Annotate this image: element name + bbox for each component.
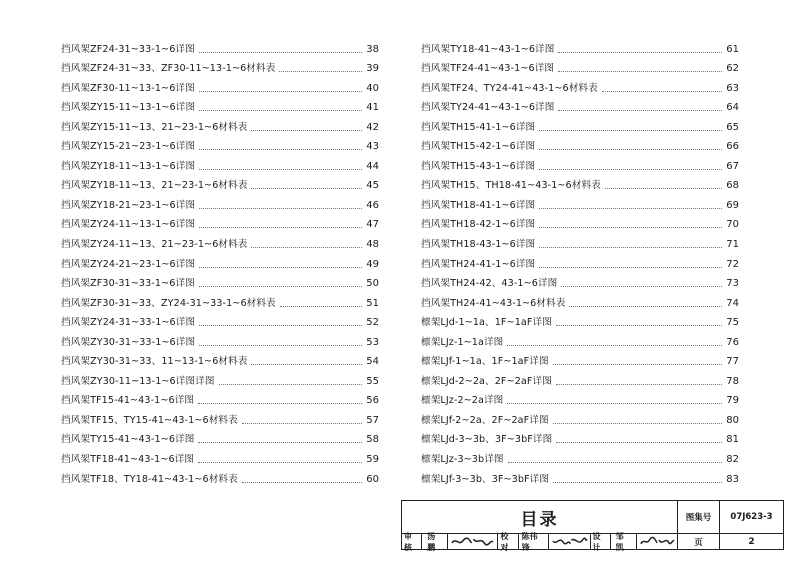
toc-entry-page: 43 — [366, 141, 379, 153]
toc-entry — [61, 134, 379, 154]
toc-entry — [421, 290, 739, 310]
toc-entry-title: 挡风架ZY30-31~33、11~13-1~6材料表 — [61, 356, 248, 368]
toc-entry-title: 挡风架TF15、TY15-41~43-1~6材料表 — [61, 414, 238, 426]
toc-entry — [421, 192, 739, 212]
toc-entry-title: 挡风架ZF24-31~33、ZF30-11~13-1~6材料表 — [61, 63, 276, 75]
toc-entry — [61, 114, 379, 134]
toc-entry — [61, 75, 379, 95]
toc-entry-page: 50 — [366, 278, 379, 290]
toc-entry — [421, 114, 739, 134]
toc-entry-title: 挡风架ZF24-31~33-1~6详图 — [61, 43, 195, 55]
toc-entry-page: 62 — [726, 63, 739, 75]
dot-leader — [199, 110, 362, 111]
toc-entry — [421, 134, 739, 154]
toc-entry — [61, 95, 379, 115]
toc-entry-page: 82 — [726, 454, 739, 466]
toc-entry — [61, 446, 379, 466]
toc-entry-page: 38 — [366, 43, 379, 55]
dot-leader — [199, 52, 362, 53]
toc-entry-title: 檩架LJz-1~1a详图 — [421, 336, 504, 348]
toc-entry-title: 挡风架TF24-41~43-1~6详图 — [421, 63, 555, 75]
toc-entry-title: 挡风架ZY18-21~23-1~6详图 — [61, 199, 196, 211]
toc-entry-title: 檩架LJz-2~2a详图 — [421, 395, 504, 407]
toc-entry-page: 46 — [366, 199, 379, 211]
toc-entry — [61, 251, 379, 271]
toc-entry — [421, 349, 739, 369]
toc-entry — [421, 368, 739, 388]
dot-leader — [242, 482, 362, 483]
toc-entry — [61, 56, 379, 76]
toc-entry — [421, 95, 739, 115]
toc-entry-page: 60 — [366, 473, 379, 485]
toc-entry-page: 77 — [726, 356, 739, 368]
dot-leader — [251, 364, 362, 365]
toc-entry-page: 65 — [726, 121, 739, 133]
toc-entry — [421, 212, 739, 232]
dot-leader — [507, 403, 722, 404]
toc-entry-title: 挡风架TH15-42-1~6详图 — [421, 141, 536, 153]
dot-leader — [569, 306, 722, 307]
toc-entry — [421, 251, 739, 271]
toc-entry-page: 68 — [726, 180, 739, 192]
atlas-number-label: 图集号 — [678, 501, 720, 534]
dot-leader — [280, 306, 363, 307]
toc-entry-page: 81 — [726, 434, 739, 446]
toc-entry-page: 63 — [726, 82, 739, 94]
signature-row — [402, 531, 678, 552]
toc-entry-title: 挡风架ZY24-11~13、21~23-1~6材料表 — [61, 239, 248, 251]
page-number: 2 — [748, 536, 755, 547]
toc-entry-title: 挡风架ZY30-31~33-1~6详图 — [61, 336, 196, 348]
toc-entry-page: 75 — [726, 317, 739, 329]
toc-entry-page: 56 — [366, 395, 379, 407]
dot-leader — [553, 364, 723, 365]
toc-entry — [61, 349, 379, 369]
toc-entry-page: 71 — [726, 239, 739, 251]
check-name: 陈伟锋 — [519, 534, 549, 549]
toc-entry-page: 55 — [366, 375, 379, 387]
review-signature — [448, 534, 498, 549]
toc-entry-page: 47 — [366, 219, 379, 231]
toc-entry-page: 78 — [726, 375, 739, 387]
toc-entry — [61, 192, 379, 212]
toc-entry-title: 挡风架TF15-41~43-1~6详图 — [61, 395, 195, 407]
atlas-number: 07J623-3 — [720, 501, 783, 534]
toc-entry — [61, 466, 379, 486]
toc-entry — [61, 368, 379, 388]
dot-leader — [198, 403, 362, 404]
toc-entry-title: 挡风架ZY24-11~13-1~6详图 — [61, 219, 196, 231]
dot-leader — [251, 247, 362, 248]
toc-entry-page: 70 — [726, 219, 739, 231]
toc-entry — [421, 446, 739, 466]
toc-entry-title: 挡风架ZY15-21~23-1~6详图 — [61, 141, 196, 153]
toc-entry-page: 57 — [366, 414, 379, 426]
dot-leader — [508, 462, 723, 463]
toc-left-column — [61, 36, 379, 486]
dot-leader — [199, 227, 362, 228]
check-label: 校对 — [498, 534, 518, 549]
toc-entry-page: 42 — [366, 121, 379, 133]
dot-leader — [242, 423, 362, 424]
toc-entry-title: 挡风架ZY24-31~33-1~6详图 — [61, 317, 196, 329]
toc-entry-page: 66 — [726, 141, 739, 153]
toc-entry-page: 44 — [366, 160, 379, 172]
toc-entry-title: 檩架LJf-1~1a、1F~1aF详图 — [421, 356, 549, 368]
toc-entry-page: 79 — [726, 395, 739, 407]
toc-entry-title: 檩架LJf-2~2a、2F~2aF详图 — [421, 414, 549, 426]
toc-entry-title: 挡风架ZY18-11~13-1~6详图 — [61, 160, 196, 172]
toc-entry-title: 挡风架TH18-41-1~6详图 — [421, 199, 536, 211]
toc-entry-page: 58 — [366, 434, 379, 446]
toc-entry-title: 挡风架TF24、TY24-41~43-1~6材料表 — [421, 82, 598, 94]
toc-entry-page: 72 — [726, 258, 739, 270]
toc-entry-page: 76 — [726, 336, 739, 348]
check-signature — [549, 534, 591, 549]
toc-right-column — [421, 36, 739, 486]
toc-entry — [421, 271, 739, 291]
dot-leader — [199, 149, 362, 150]
toc-entry-page: 80 — [726, 414, 739, 426]
toc-entry-page: 61 — [726, 43, 739, 55]
design-signature — [637, 534, 677, 549]
dot-leader — [558, 110, 722, 111]
toc-entry — [421, 427, 739, 447]
toc-entry — [61, 212, 379, 232]
dot-leader — [199, 267, 362, 268]
dot-leader — [199, 169, 362, 170]
toc-entry — [61, 388, 379, 408]
toc-entry-title: 檩架LJd-1~1a、1F~1aF详图 — [421, 317, 552, 329]
dot-leader — [539, 267, 722, 268]
dot-leader — [558, 71, 722, 72]
page-label: 页 — [678, 534, 720, 549]
dot-leader — [561, 286, 722, 287]
toc-entry-title: 檩架LJz-3~3b详图 — [421, 454, 504, 466]
toc-entry-title: 挡风架TH24-41~43-1~6材料表 — [421, 297, 566, 309]
toc-entry — [421, 388, 739, 408]
toc-entry-title: 檩架LJd-2~2a、2F~2aF详图 — [421, 375, 552, 387]
dot-leader — [279, 71, 362, 72]
toc-entry — [421, 75, 739, 95]
toc-entry-title: 挡风架TH15-43-1~6详图 — [421, 160, 536, 172]
dot-leader — [219, 384, 363, 385]
toc-entry — [61, 290, 379, 310]
toc-entry-title: 挡风架TH18-42-1~6详图 — [421, 219, 536, 231]
toc-entry-page: 53 — [366, 336, 379, 348]
toc-entry-title: 挡风架ZY24-21~23-1~6详图 — [61, 258, 196, 270]
toc-entry — [421, 329, 739, 349]
dot-leader — [199, 91, 362, 92]
toc-entry-title: 挡风架TH24-42、43-1~6详图 — [421, 278, 558, 290]
dot-leader — [539, 149, 722, 150]
dot-leader — [251, 130, 362, 131]
toc-entry-title: 挡风架TY24-41~43-1~6详图 — [421, 102, 555, 114]
toc-entry-title: 挡风架ZY18-11~13、21~23-1~6材料表 — [61, 180, 248, 192]
dot-leader — [199, 325, 362, 326]
toc-entry-page: 49 — [366, 258, 379, 270]
toc-entry — [61, 36, 379, 56]
toc-entry-title: 挡风架TY15-41~43-1~6详图 — [61, 434, 195, 446]
toc-entry-page: 52 — [366, 317, 379, 329]
toc-entry — [421, 310, 739, 330]
toc-entry-page: 39 — [366, 63, 379, 75]
toc-entry — [61, 310, 379, 330]
toc-entry-title: 挡风架TY18-41~43-1~6详图 — [421, 43, 555, 55]
toc-entry-title: 挡风架TH24-41-1~6详图 — [421, 258, 536, 270]
toc-entry-page: 64 — [726, 102, 739, 114]
toc-entry-page: 54 — [366, 356, 379, 368]
toc-entry-page: 45 — [366, 180, 379, 192]
toc-entry-page: 41 — [366, 102, 379, 114]
dot-leader — [556, 384, 722, 385]
design-label: 设计 — [591, 534, 611, 549]
toc-entry — [421, 407, 739, 427]
toc-entry-title: 檩架LJf-3~3b、3F~3bF详图 — [421, 473, 550, 485]
toc-entry-page: 69 — [726, 199, 739, 211]
toc-entry-page: 73 — [726, 278, 739, 290]
toc-entry-title: 挡风架ZY15-11~13-1~6详图 — [61, 102, 196, 114]
dot-leader — [539, 227, 722, 228]
toc-entry-title: 挡风架ZF30-31~33、ZY24-31~33-1~6材料表 — [61, 297, 276, 309]
toc-entry-title: 挡风架TH15、TH18-41~43-1~6材料表 — [421, 180, 601, 192]
toc-entry — [61, 231, 379, 251]
dot-leader — [556, 325, 722, 326]
toc-entry — [421, 466, 739, 486]
dot-leader — [602, 91, 722, 92]
dot-leader — [539, 169, 722, 170]
drawing-title: 目录 — [402, 501, 678, 534]
dot-leader — [539, 208, 722, 209]
toc-entry — [61, 153, 379, 173]
toc-entry — [61, 173, 379, 193]
toc-entry-title: 挡风架ZY30-11~13-1~6详图详图 — [61, 375, 215, 387]
toc-entry — [421, 231, 739, 251]
toc-entry — [61, 407, 379, 427]
dot-leader — [199, 345, 362, 346]
toc-entry — [421, 56, 739, 76]
design-name: 邹凯 — [611, 534, 637, 549]
toc-entry-page: 51 — [366, 297, 379, 309]
dot-leader — [199, 286, 362, 287]
dot-leader — [198, 462, 362, 463]
dot-leader — [539, 247, 722, 248]
toc-entry-title: 挡风架ZF30-11~13-1~6详图 — [61, 82, 195, 94]
toc-entry — [421, 173, 739, 193]
review-name: 汤鹏 — [422, 534, 448, 549]
toc-entry — [61, 329, 379, 349]
toc-entry-title: 挡风架ZF30-31~33-1~6详图 — [61, 278, 195, 290]
dot-leader — [605, 188, 722, 189]
dot-leader — [558, 52, 722, 53]
toc-entry-title: 檩架LJd-3~3b、3F~3bF详图 — [421, 434, 553, 446]
toc-entry-page: 67 — [726, 160, 739, 172]
dot-leader — [251, 188, 362, 189]
dot-leader — [553, 482, 722, 483]
review-label: 审核 — [402, 534, 422, 549]
dot-leader — [507, 345, 722, 346]
toc-entry-page: 40 — [366, 82, 379, 94]
toc-entry-title: 挡风架TF18、TY18-41~43-1~6材料表 — [61, 473, 238, 485]
toc-entry-title: 挡风架ZY15-11~13、21~23-1~6材料表 — [61, 121, 248, 133]
dot-leader — [553, 423, 723, 424]
toc-entry-title: 挡风架TH15-41-1~6详图 — [421, 121, 536, 133]
toc-entry-title: 挡风架TH18-43-1~6详图 — [421, 239, 536, 251]
toc-entry — [61, 271, 379, 291]
dot-leader — [556, 442, 722, 443]
toc-entry — [61, 427, 379, 447]
toc-entry — [421, 36, 739, 56]
toc-entry-page: 48 — [366, 239, 379, 251]
toc-entry-page: 83 — [726, 473, 739, 485]
toc-entry-page: 74 — [726, 297, 739, 309]
dot-leader — [198, 442, 362, 443]
toc-entry-page: 59 — [366, 454, 379, 466]
toc-entry — [421, 153, 739, 173]
dot-leader — [199, 208, 362, 209]
dot-leader — [539, 130, 722, 131]
toc-entry-title: 挡风架TF18-41~43-1~6详图 — [61, 454, 195, 466]
title-block — [401, 500, 784, 550]
